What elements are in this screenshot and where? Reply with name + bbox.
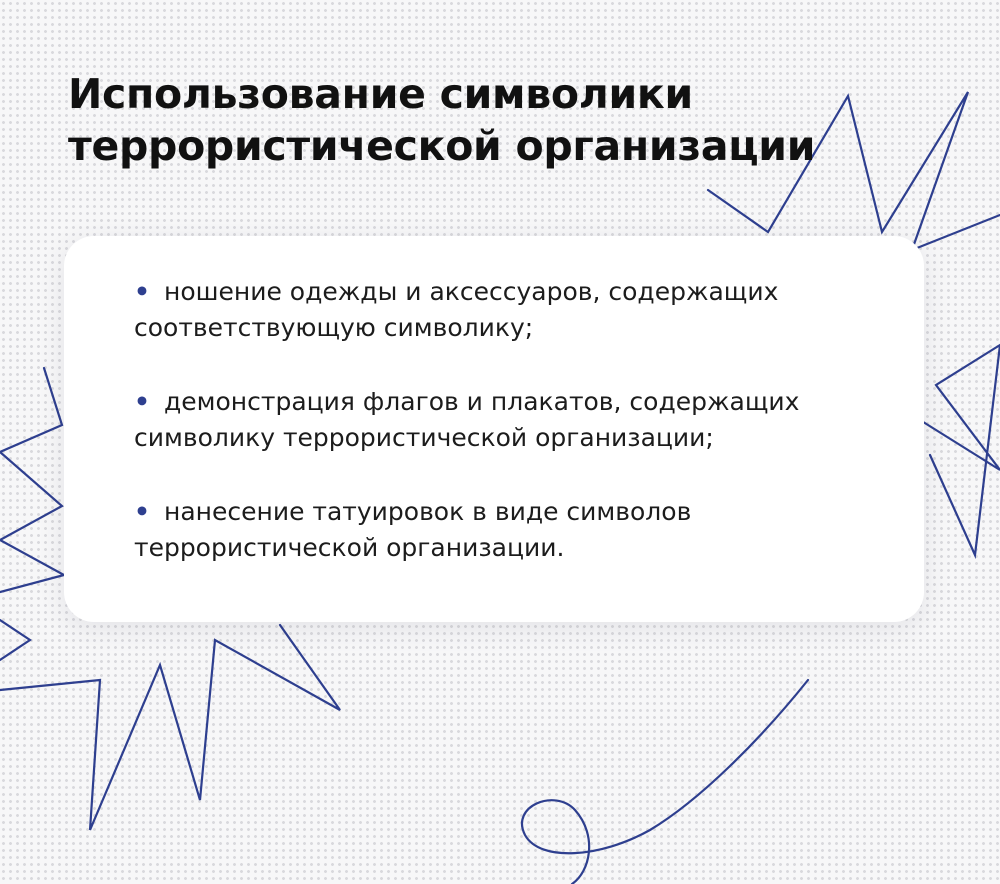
starburst-left bbox=[0, 368, 64, 592]
bullet-marker: • bbox=[134, 387, 150, 416]
list-item-line-1: ношение одежды и аксессуаров, содержащих bbox=[163, 277, 779, 306]
bullet-marker: • bbox=[134, 277, 150, 306]
page-title-line-2: террористической организации bbox=[68, 122, 816, 170]
content-card bbox=[64, 236, 924, 622]
starburst-bottom-left-edge bbox=[0, 620, 30, 660]
list-item-line-1: нанесение татуировок в виде символов bbox=[163, 497, 692, 526]
bullet-list bbox=[134, 274, 894, 604]
starburst-right bbox=[920, 345, 1000, 555]
list-item-line-1: демонстрация флагов и плакатов, содержащих bbox=[163, 387, 800, 416]
starburst-bottom-left bbox=[0, 625, 340, 830]
list-item-line-2: террористической организации. bbox=[134, 533, 565, 562]
page-title-line-1: Использование символики bbox=[68, 70, 693, 118]
page-title bbox=[68, 68, 815, 172]
bullet-marker: • bbox=[134, 497, 150, 526]
list-item-line-2: символику террористической организации; bbox=[134, 423, 714, 452]
list-item-line-2: соответствующую символику; bbox=[134, 313, 534, 342]
list-item bbox=[134, 494, 894, 566]
loop-flourish bbox=[522, 680, 808, 884]
list-item bbox=[134, 384, 894, 456]
list-item bbox=[134, 274, 894, 346]
